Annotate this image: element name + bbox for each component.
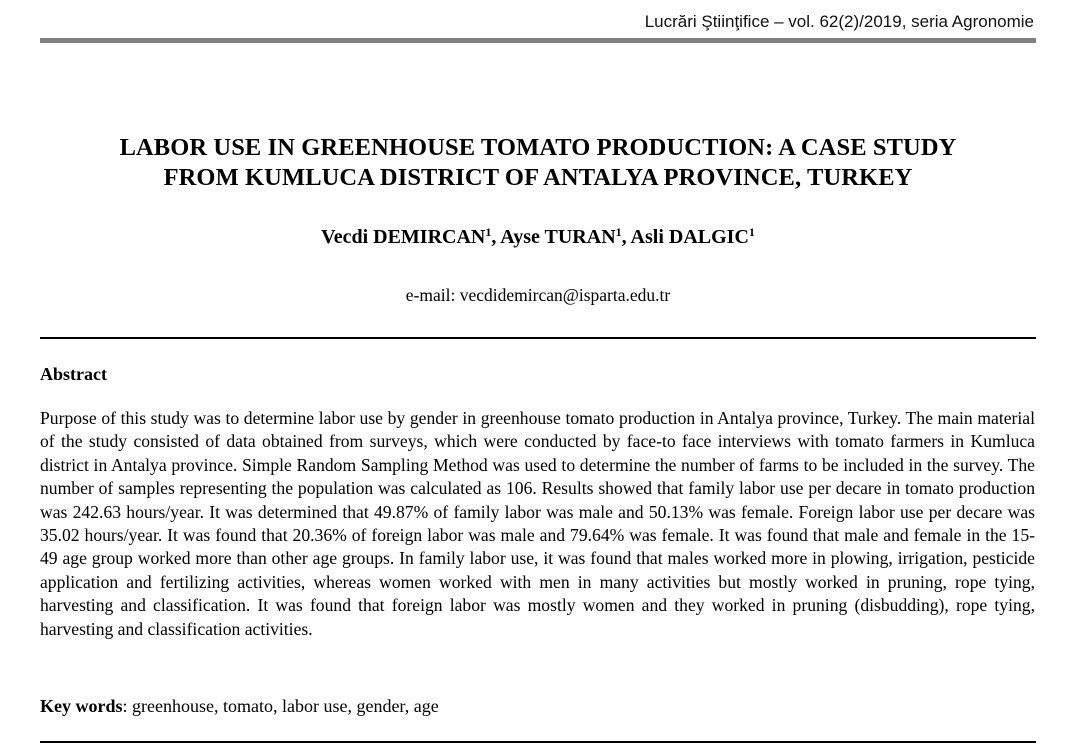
- author-name: Asli DALGIC: [630, 226, 749, 248]
- abstract-bottom-rule: [40, 741, 1036, 743]
- running-head: Lucrări Ştiinţifice – vol. 62(2)/2019, seria Agronomie: [644, 12, 1034, 31]
- keywords-separator: :: [122, 696, 133, 716]
- abstract-top-rule: [40, 337, 1036, 339]
- abstract-body: Purpose of this study was to determine labor use by gender in greenhouse tomato production in Antalya province, Turkey. The main material of the study consisted of data obtained from surveys, which were conducted by face-to face interviews with tomato farmers in Kumluca district in Antalya province. Simple Random Sampling Method was used to determine the number of farms to be included in the survey. The number of samples representing the population was calculated as 106. Results showed that family labor use per decare in tomato production was 242.63 hours/year. It was determined that 49.87% of family labor was male and 50.13% was female. Foreign labor use per decare was 35.02 hours/year. It was found that 20.36% of foreign labor was male and 79.64% was female. It was found that male and female in the 15-49 age group worked more than other age groups. In family labor use, it was found that males worked more in plowing, irrigation, pesticide application and fertilizing activities, whereas women worked with men in many activities but mostly worked in pruning, rope tying, harvesting and classification. It was found that foreign labor was mostly women and they worked in pruning (disbudding), rope tying, harvesting and classification activities.: [40, 408, 1035, 639]
- author-affiliation: 1: [748, 225, 755, 239]
- author-separator: ,: [491, 226, 501, 248]
- author-separator: ,: [621, 226, 631, 248]
- title-line-2: FROM KUMLUCA DISTRICT OF ANTALYA PROVINCE, TURKEY: [163, 164, 913, 191]
- abstract-heading: Abstract: [40, 364, 107, 384]
- contact-email: e-mail: vecdidemircan@isparta.edu.tr: [405, 285, 671, 305]
- keywords-label: Key words: [40, 696, 123, 716]
- author-name: Ayse TURAN: [500, 226, 616, 248]
- paper-title: [40, 133, 1036, 193]
- author-affiliation: 1: [615, 225, 622, 239]
- header-rule: [40, 38, 1036, 43]
- title-line-1: LABOR USE IN GREENHOUSE TOMATO PRODUCTION: A CASE STUDY: [119, 134, 957, 161]
- author-list: [40, 226, 1036, 249]
- author-affiliation: 1: [485, 225, 492, 239]
- author-name: Vecdi DEMIRCAN: [321, 226, 486, 248]
- keywords: [40, 696, 439, 717]
- keywords-value: greenhouse, tomato, labor use, gender, age: [132, 696, 439, 716]
